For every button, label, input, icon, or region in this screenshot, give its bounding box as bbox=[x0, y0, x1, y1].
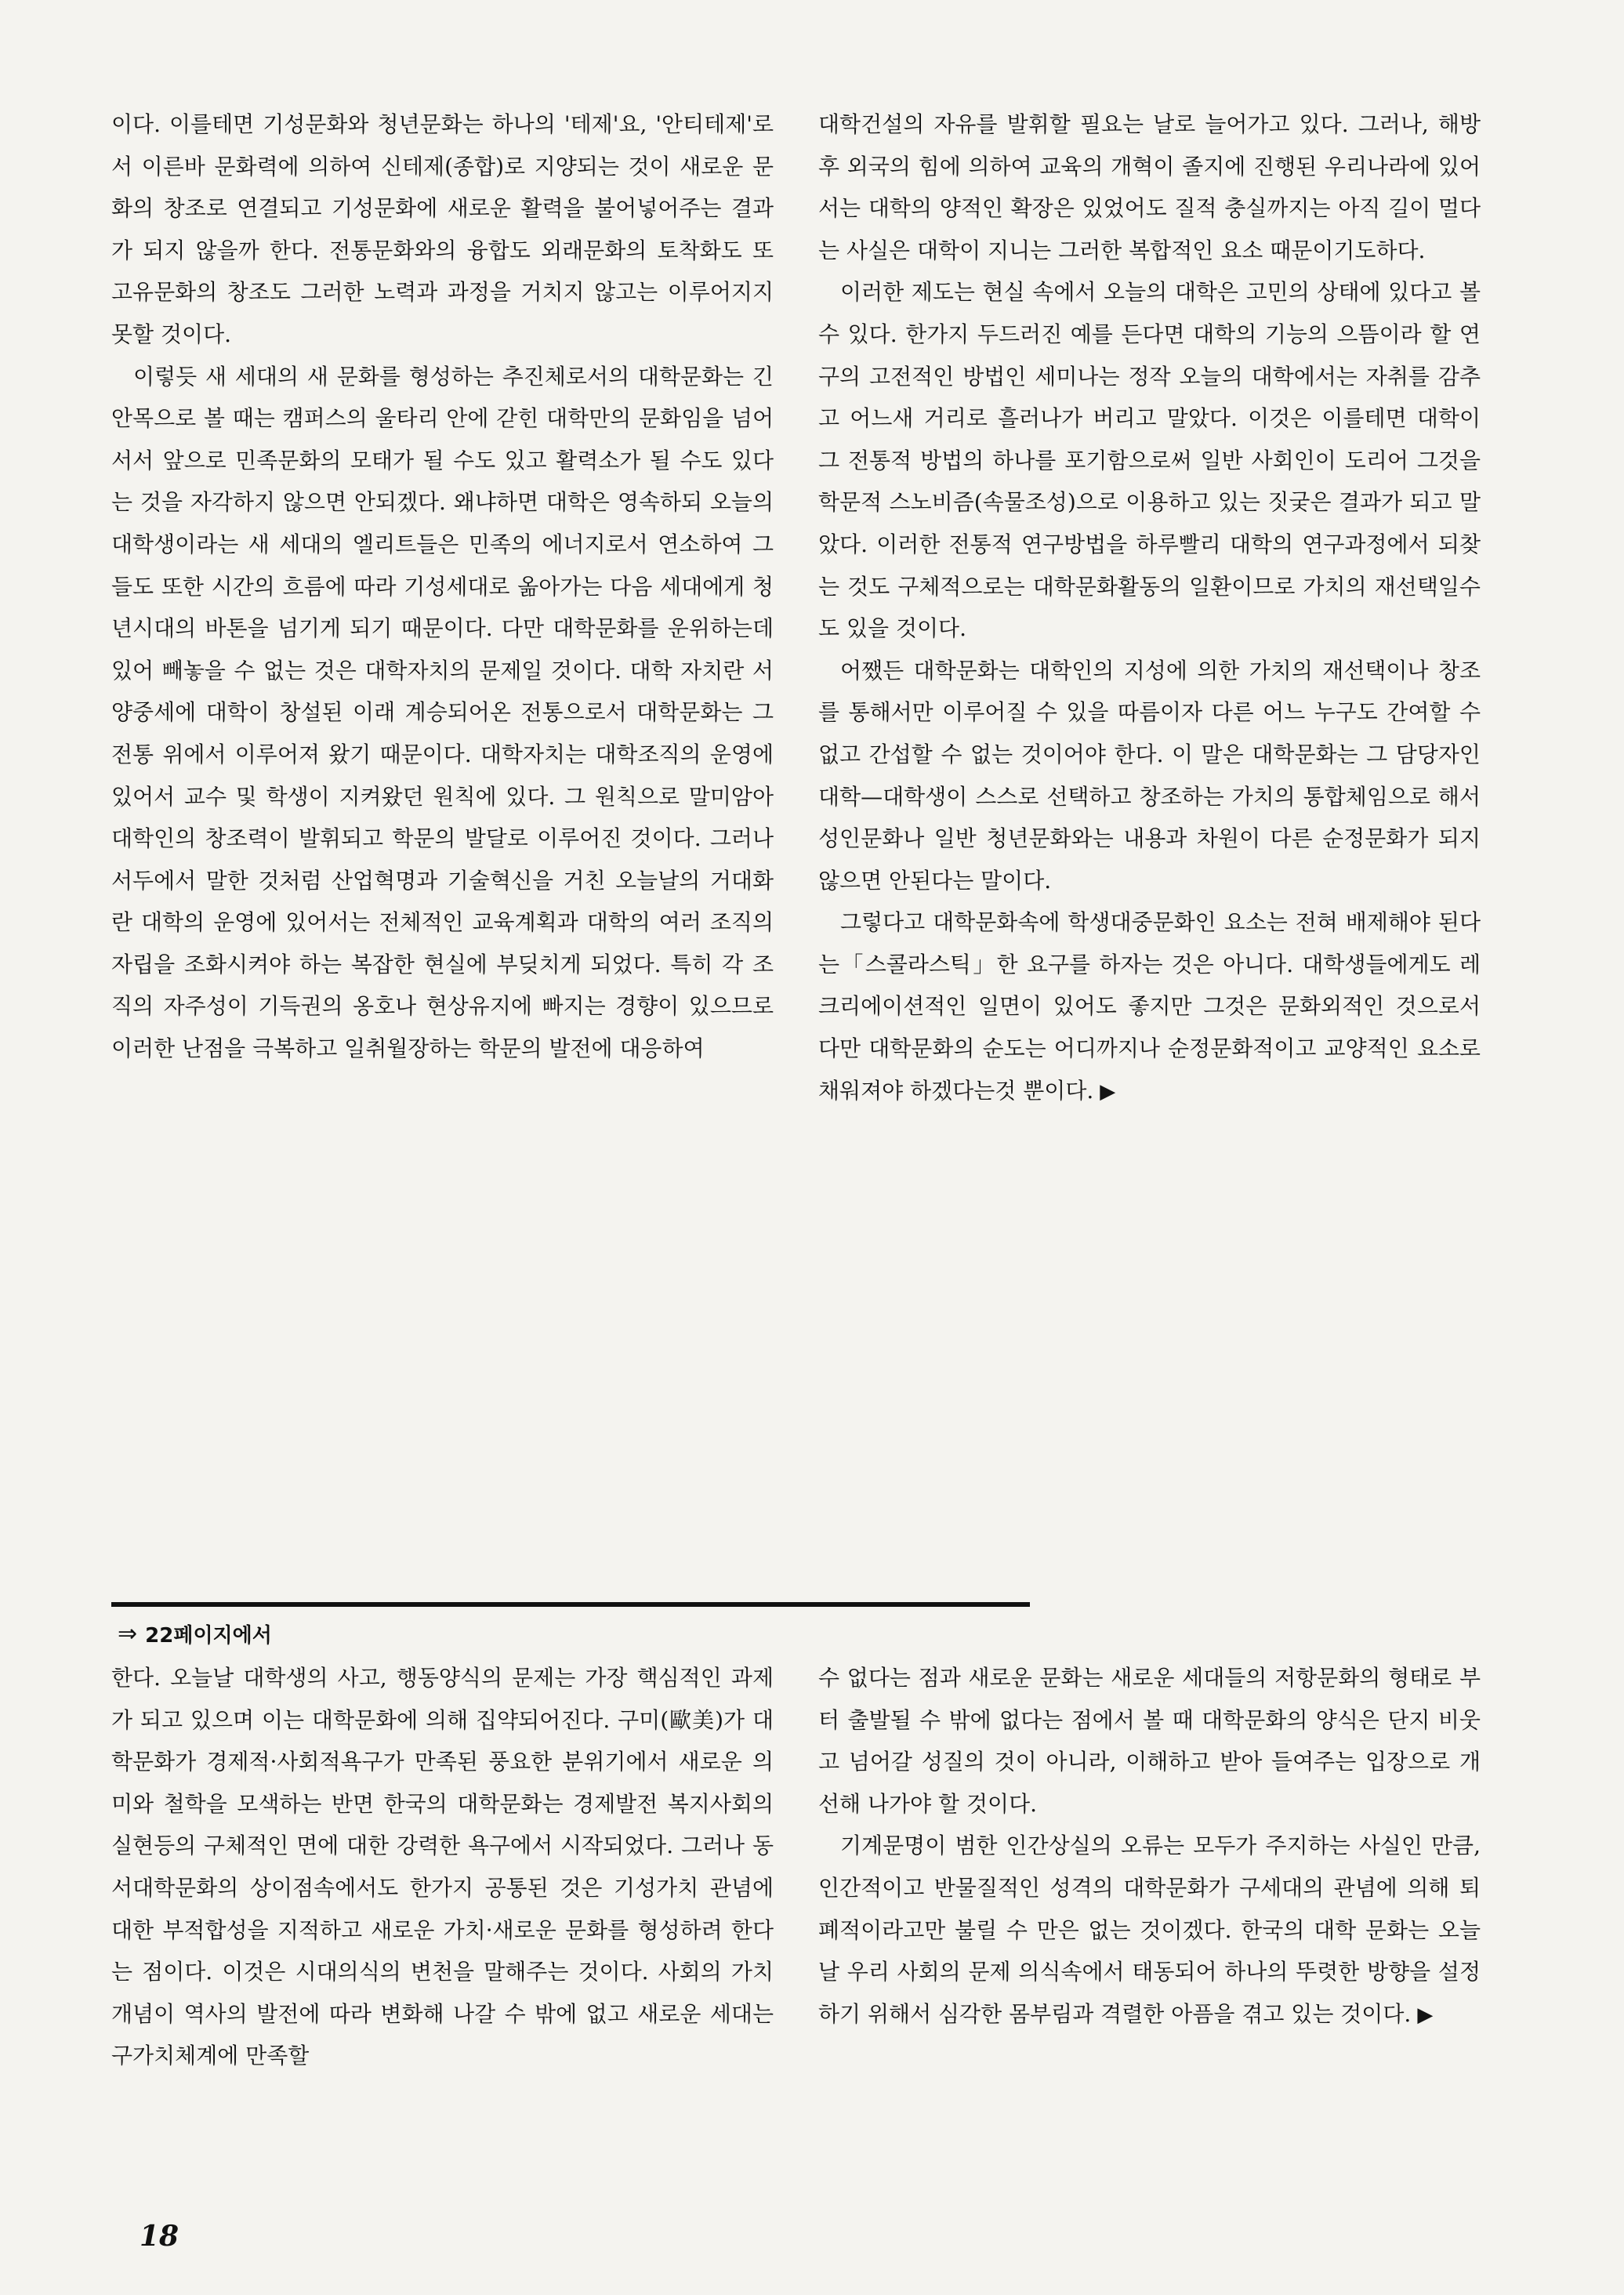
section-divider bbox=[111, 1602, 1030, 1607]
paragraph bbox=[818, 1825, 1481, 2036]
page-number: 18 bbox=[140, 2220, 179, 2253]
paragraph: 대학건설의 자유를 발휘할 필요는 날로 늘어가고 있다. 그러나, 해방후 외국의 힘에 의하여 교육의 개혁이 졸지에 진행된 우리나라에 있어서는 대학의 양적인 확장은 있었어도 질적 충실까지는 아직 길이 멀다는 사실은 대학이 지니는 그러한 복합적인 요소 때문이기도하다. bbox=[818, 111, 1481, 263]
continuation-label bbox=[118, 1619, 272, 1648]
paragraph: 이러한 제도는 현실 속에서 오늘의 대학은 고민의 상태에 있다고 볼 수 있다. 한가지 두드러진 예를 든다면 대학의 기능의 으뜸이라 할 연구의 고전적인 방법인 세미나는 정작 오늘의 대학에서는 자취를 감추고 어느새 거리로 흘러나가 버리고 말았다. 이것은 이를테면 대학이 그 전통적 방법의 하나를 포기함으로써 일반 사회인이 도리어 그것을 학문적 스노비즘(속물조성)으로 이용하고 있는 짓궂은 결과가 되고 말았다. 이러한 전통적 연구방법을 하루빨리 대학의 연구과정에서 되찾는 것도 구체적으로는 대학문화활동의 일환이므로 가치의 재선택일수도 있을 것이다. bbox=[818, 279, 1481, 642]
paragraph: 이다. 이를테면 기성문화와 청년문화는 하나의 '테제'요, '안티테제'로서 이른바 문화력에 의하여 신테제(종합)로 지양되는 것이 새로운 문화의 창조로 연결되고 기성문화에 새로운 활력을 불어넣어주는 결과가 되지 않을까 한다. 전통문화와의 융합도 외래문화의 토착화도 또 고유문화의 창조도 그러한 노력과 과정을 거치지 않고는 이루어지지 못할 것이다. bbox=[111, 111, 774, 347]
paragraph-text: 그렇다고 대학문화속에 학생대중문화인 요소는 전혀 배제해야 된다는「스콜라스틱」한 요구를 하자는 것은 아니다. 대학생들에게도 레크리에이션적인 일면이 있어도 좋지만 그것은 문화외적인 것으로서 다만 대학문화의 순도는 어디까지나 순정문화적이고 교양적인 요소로 채워져야 하겠다는것 뿐이다. bbox=[818, 909, 1481, 1104]
end-mark-icon: ▶ bbox=[1417, 2003, 1434, 2027]
article-column-top-left bbox=[111, 103, 774, 1070]
paragraph-text: 기계문명이 범한 인간상실의 오류는 모두가 주지하는 사실인 만큼, 인간적이고 반물질적인 성격의 대학문화가 구세대의 관념에 의해 퇴폐적이라고만 불릴 수 만은 없는 것이겠다. 한국의 대학 문화는 오늘날 우리 사회의 문제 의식속에서 태동되어 하나의 뚜렷한 방향을 설정하기 위해서 심각한 몸부림과 격렬한 아픔을 겪고 있는 것이다. bbox=[818, 1833, 1481, 2027]
paragraph: 이렇듯 새 세대의 새 문화를 형성하는 추진체로서의 대학문화는 긴 안목으로 볼 때는 캠퍼스의 울타리 안에 갇힌 대학만의 문화임을 넘어서서 앞으로 민족문화의 모태가 될 수도 있고 활력소가 될 수도 있다는 것을 자각하지 않으면 안되겠다. 왜냐하면 대학은 영속하되 오늘의 대학생이라는 새 세대의 엘리트들은 민족의 에너지로서 연소하여 그들도 또한 시간의 흐름에 따라 기성세대로 옮아가는 다음 세대에게 청년시대의 바톤을 넘기게 되기 때문이다. 다만 대학문화를 운위하는데 있어 빼놓을 수 없는 것은 대학자치의 문제일 것이다. 대학 자치란 서양중세에 대학이 창설된 이래 계승되어온 전통으로서 대학문화는 그 전통 위에서 이루어져 왔기 때문이다. 대학자치는 대학조직의 운영에 있어서 교수 및 학생이 지켜왔던 원칙에 있다. 그 원칙으로 말미암아 대학인의 창조력이 발휘되고 학문의 발달로 이루어진 것이다. 그러나 서두에서 말한 것처럼 산업혁명과 기술혁신을 거친 오늘날의 거대화란 대학의 운영에 있어서는 전체적인 교육계획과 대학의 여러 조직의 자립을 조화시켜야 하는 복잡한 현실에 부딪치게 되었다. 특히 각 조직의 자주성이 기득권의 옹호나 현상유지에 빠지는 경향이 있으므로 이러한 난점을 극복하고 일취월장하는 학문의 발전에 대응하여 bbox=[111, 363, 774, 1062]
continuation-column-left bbox=[111, 1657, 774, 2077]
article-column-top-right bbox=[818, 103, 1481, 1113]
paragraph: 어쨌든 대학문화는 대학인의 지성에 의한 가치의 재선택이나 창조를 통해서만 이루어질 수 있을 따름이자 다른 어느 누구도 간여할 수 없고 간섭할 수 없는 것이어야 한다. 이 말은 대학문화는 그 담당자인 대학—대학생이 스스로 선택하고 창조하는 가치의 통합체임으로 해서 성인문화나 일반 청년문화와는 내용과 차원이 다른 순정문화가 되지 않으면 안된다는 말이다. bbox=[818, 657, 1481, 894]
paragraph: 한다. 오늘날 대학생의 사고, 행동양식의 문제는 가장 핵심적인 과제가 되고 있으며 이는 대학문화에 의해 집약되어진다. 구미(歐美)가 대학문화가 경제적·사회적욕구가 만족된 풍요한 분위기에서 새로운 의미와 철학을 모색하는 반면 한국의 대학문화는 경제발전 복지사회의 실현등의 구체적인 면에 대한 강력한 욕구에서 시작되었다. 그러나 동서대학문화의 상이점속에서도 한가지 공통된 것은 기성가치 관념에 대한 부적합성을 지적하고 새로운 가치·새로운 문화를 형성하려 한다는 점이다. 이것은 시대의식의 변천을 말해주는 것이다. 사회의 가치개념이 역사의 발전에 따라 변화해 나갈 수 밖에 없고 새로운 세대는 구가치체계에 만족할 bbox=[111, 1665, 774, 2069]
arrow-right-icon: ⇒ bbox=[118, 1620, 138, 1648]
continuation-text: 22페이지에서 bbox=[145, 1624, 272, 1648]
continuation-column-right bbox=[818, 1657, 1481, 2036]
paragraph bbox=[818, 901, 1481, 1113]
end-mark-icon: ▶ bbox=[1100, 1079, 1116, 1104]
paragraph: 수 없다는 점과 새로운 문화는 새로운 세대들의 저항문화의 형태로 부터 출발될 수 밖에 없다는 점에서 볼 때 대학문화의 양식은 단지 비웃고 넘어갈 성질의 것이 아니라, 이해하고 받아 들여주는 입장으로 개선해 나가야 할 것이다. bbox=[818, 1665, 1481, 1817]
